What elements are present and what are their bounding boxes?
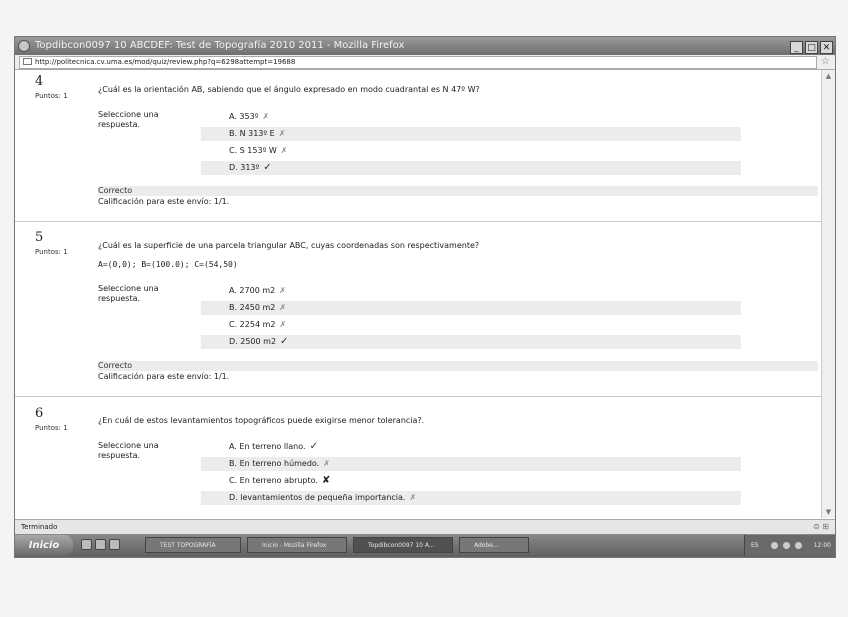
select-answer-label: Seleccione una respuesta. (98, 441, 159, 460)
media-icon[interactable] (109, 539, 120, 550)
address-url: http://politecnica.cv.uma.es/mod/quiz/review.php?q=6298attempt=19688 (35, 58, 296, 66)
taskbar-item[interactable] (459, 537, 529, 553)
browser-icon[interactable] (95, 539, 106, 550)
answer-label: D. 313º (229, 163, 260, 172)
question-text: ¿Cuál es la superficie de una parcela triangular ABC, cuyas coordenadas son respectivamente? (98, 241, 480, 250)
question-divider (15, 396, 821, 397)
taskbar-item[interactable] (353, 537, 453, 553)
answer-option[interactable] (201, 110, 741, 124)
scroll-up-icon[interactable]: ▲ (825, 72, 832, 80)
wrong-mark-icon: ✗ (279, 320, 287, 329)
answer-option[interactable] (201, 127, 741, 141)
wrong-mark-icon: ✗ (409, 493, 417, 502)
answer-option[interactable] (201, 491, 741, 505)
wrong-mark-icon: ✗ (280, 146, 288, 155)
check-mark-icon: ✓ (263, 162, 272, 173)
check-mark-icon: ✓ (280, 336, 289, 347)
minimize-button[interactable]: _ (790, 41, 803, 54)
wrong-mark-icon: ✗ (279, 286, 286, 295)
question-points: Puntos: 1 (35, 424, 68, 432)
page-icon (23, 58, 32, 65)
answer-label: C. En terreno abrupto. (229, 476, 318, 485)
page-content (15, 70, 821, 518)
title-bar (15, 37, 835, 55)
answer-label: A. 353º (229, 112, 259, 121)
feedback-correct: Correcto (98, 361, 818, 371)
taskbar-item[interactable] (247, 537, 347, 553)
tray-icon[interactable] (795, 542, 802, 549)
cross-mark-icon: ✘ (321, 475, 331, 486)
wrong-mark-icon: ✗ (323, 459, 330, 468)
taskbar-item-label: Adobe... (474, 542, 499, 549)
firefox-icon (18, 40, 30, 52)
navigation-bar (15, 55, 835, 70)
taskbar-item-label: Topdibcon0097 10 A... (368, 542, 435, 549)
grade-text: Calificación para este envío: 1/1. (98, 197, 230, 206)
answer-label: D. 2500 m2 (229, 337, 277, 346)
answer-option[interactable] (201, 335, 741, 349)
close-button[interactable]: ✕ (820, 41, 833, 54)
question-points: Puntos: 1 (35, 92, 68, 100)
select-answer-label: Seleccione una respuesta. (98, 284, 159, 303)
grade-text: Calificación para este envío: 1/1. (98, 372, 230, 381)
answer-option[interactable] (201, 301, 741, 315)
language-indicator[interactable]: ES (751, 542, 759, 549)
answer-label: A. 2700 m2 (229, 286, 276, 295)
check-mark-icon: ✓ (309, 441, 318, 452)
answer-option[interactable] (201, 474, 741, 488)
tray-icon[interactable] (771, 542, 778, 549)
answer-option[interactable] (201, 161, 741, 175)
wrong-mark-icon: ✗ (278, 129, 286, 138)
status-text: Terminado (21, 523, 58, 531)
start-button[interactable] (15, 535, 73, 556)
start-label: Inicio (28, 540, 60, 551)
answer-label: A. En terreno llano. (229, 442, 306, 451)
question-number: 4 (35, 74, 44, 89)
star-icon[interactable]: ☆ (821, 56, 830, 67)
question-text: ¿Cuál es la orientación AB, sabiendo que el ángulo expresado en modo cuadrantal es N 47º W? (98, 85, 480, 94)
window-title: Topdibcon0097 10 ABCDEF: Test de Topografía 2010 2011 - Mozilla Firefox (35, 40, 405, 51)
taskbar-item[interactable] (145, 537, 241, 553)
scroll-down-icon[interactable]: ▼ (825, 508, 832, 516)
answer-label: C. S 153º W (229, 146, 277, 155)
question-number: 6 (35, 406, 44, 421)
wrong-mark-icon: ✗ (262, 112, 270, 121)
browser-window (14, 36, 836, 558)
tray-icon[interactable] (783, 542, 790, 549)
taskbar-item-label: Inicio - Mozilla Firefox (262, 542, 327, 549)
status-bar (15, 519, 835, 534)
feedback-correct: Correcto (98, 186, 818, 196)
answer-label: B. 2450 m2 (229, 303, 276, 312)
address-bar[interactable] (19, 56, 817, 69)
question-number: 5 (35, 230, 44, 245)
answer-label: B. En terreno húmedo. (229, 459, 320, 468)
select-answer-label: Seleccione una respuesta. (98, 110, 159, 129)
desktop-icon[interactable] (81, 539, 92, 550)
taskbar-item-label: TEST TOPOGRAFÍA (160, 542, 216, 549)
question-text: ¿En cuál de estos levantamientos topográficos puede exigirse menor tolerancia?. (98, 416, 425, 425)
answer-option[interactable] (201, 457, 741, 471)
answer-option[interactable] (201, 144, 741, 158)
answer-label: D. levantamientos de pequeña importancia. (229, 493, 406, 502)
question-divider (15, 221, 821, 222)
answer-option[interactable] (201, 440, 741, 454)
system-tray (744, 535, 835, 556)
answer-option[interactable] (201, 318, 741, 332)
question-coordinates: A=(0,0); B=(100.0); C=(54,50) (98, 260, 238, 269)
windows-taskbar (15, 534, 835, 557)
question-points: Puntos: 1 (35, 248, 68, 256)
wrong-mark-icon: ✗ (279, 303, 287, 312)
answer-option[interactable] (201, 284, 741, 298)
answer-label: B. N 313º E (229, 129, 275, 138)
maximize-button[interactable]: □ (805, 41, 818, 54)
vertical-scrollbar[interactable] (821, 70, 835, 518)
answer-label: C. 2254 m2 (229, 320, 276, 329)
clock: 12:00 (813, 542, 831, 549)
addon-icon: ⊜ ⊞ (813, 522, 829, 531)
